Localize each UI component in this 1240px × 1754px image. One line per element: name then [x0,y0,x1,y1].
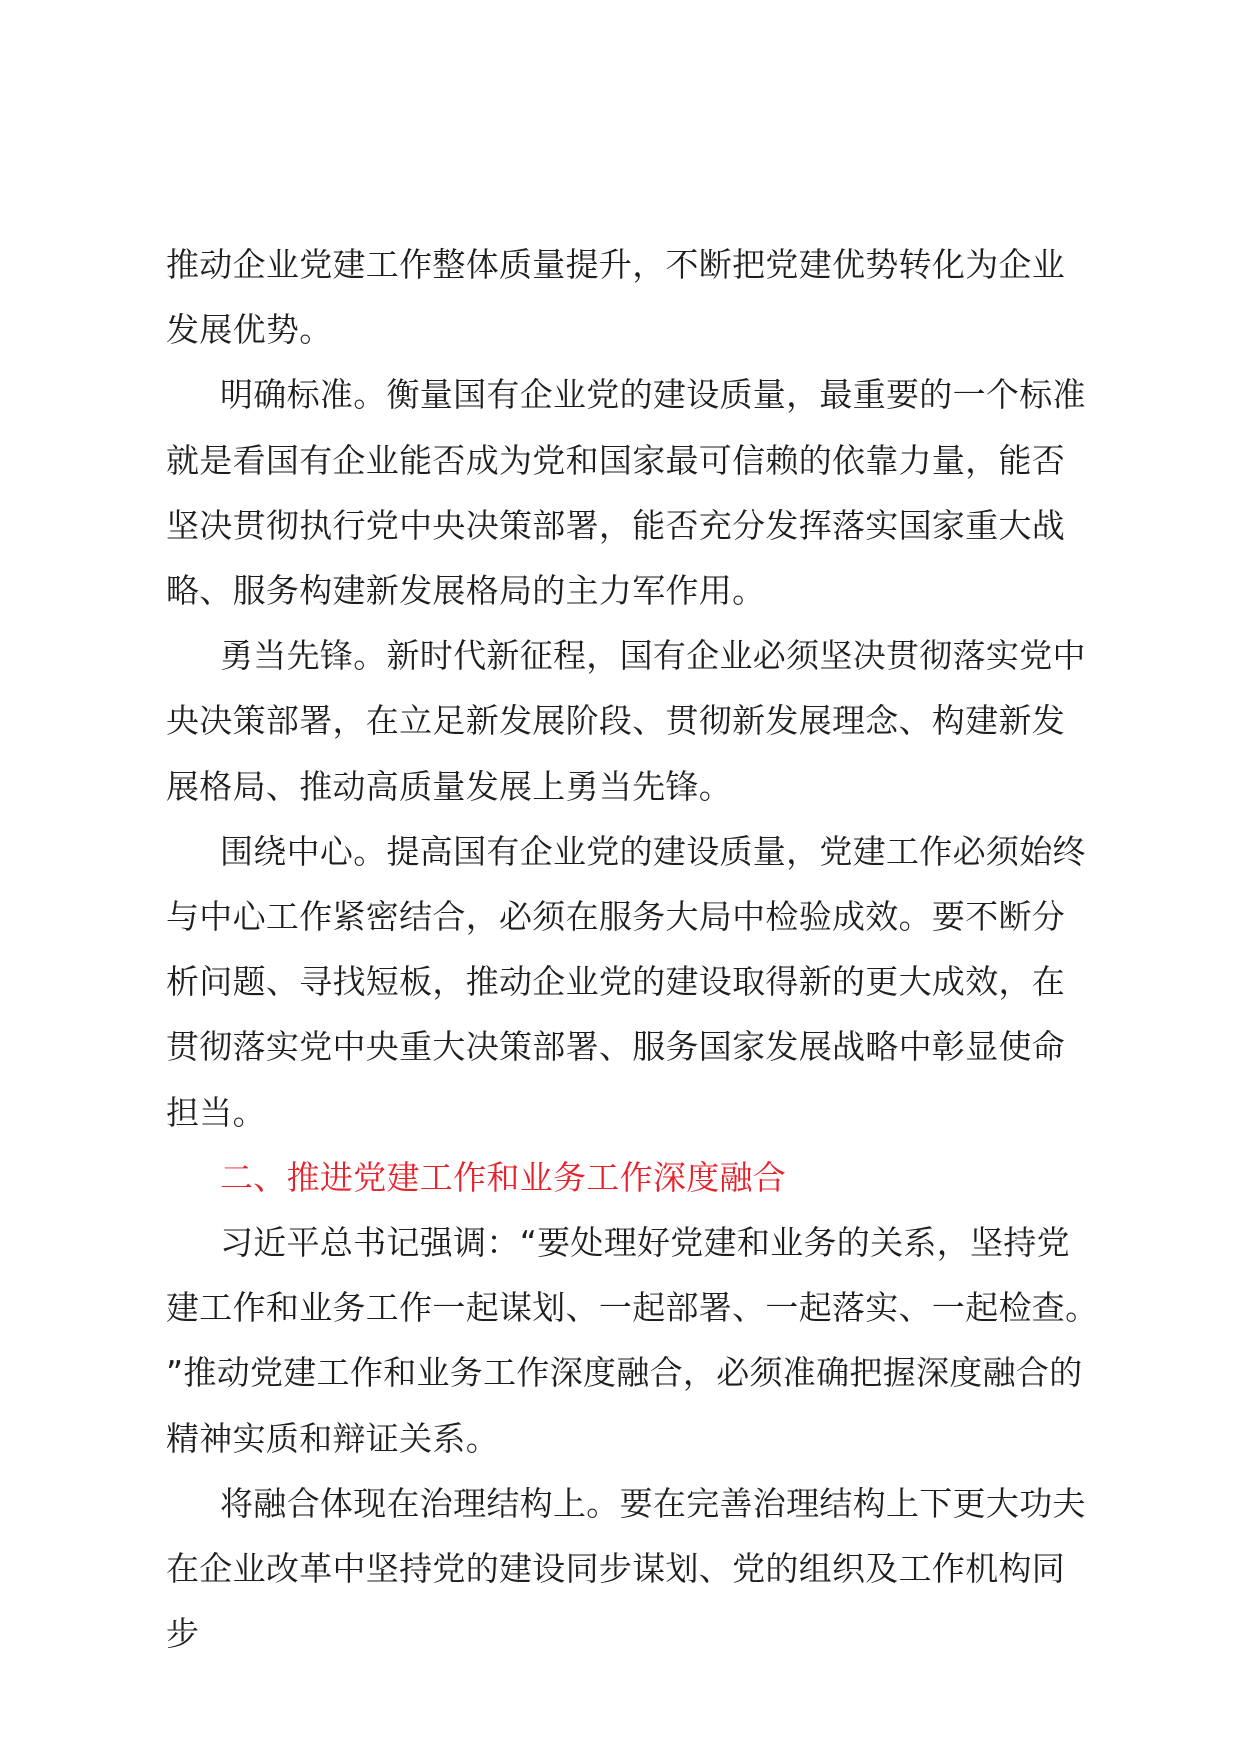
paragraph-continuation: 推动企业党建工作整体质量提升，不断把党建优势转化为企业发展优势。 [166,245,1066,350]
section-heading: 二、推进党建工作和业务工作深度融合 [220,1157,787,1197]
paragraph-governance: 将融合体现在治理结构上。要在完善治理结构上下更大功夫在企业改革中坚持党的建设同步谋划、党的组织及工作机构同步 [166,1483,1086,1654]
paragraph-center: 围绕中心。提高国有企业党的建设质量，党建工作必须始终与中心工作紧密结合，必须在服务大局中检验成效。要不断分析问题、寻找短板，推动企业党的建设取得新的更大成效，在贯彻落实党中央重大决策部署、服务国家发展战略中彰显使命担当。 [166,831,1086,1132]
paragraph-clear-standard: 明确标准。衡量国有企业党的建设质量，最重要的一个标准就是看国有企业能否成为党和国家最可信赖的依靠力量，能否坚决贯彻执行党中央决策部署，能否充分发挥落实国家重大战略、服务构建新发展格局的主力军作用。 [166,375,1086,611]
paragraph-vanguard: 勇当先锋。新时代新征程，国有企业必须坚决贯彻落实党中央决策部署，在立足新发展阶段、贯彻新发展理念、构建新发展格局、推动高质量发展上勇当先锋。 [166,636,1086,806]
document-body [166,232,1098,1666]
paragraph-quote: 习近平总书记强调：“要处理好党建和业务的关系，坚持党建工作和业务工作一起谋划、一起部署、一起落实、一起检查。”推动党建工作和业务工作深度融合，必须准确把握深度融合的精神实质和辩证关系。 [166,1223,1083,1458]
